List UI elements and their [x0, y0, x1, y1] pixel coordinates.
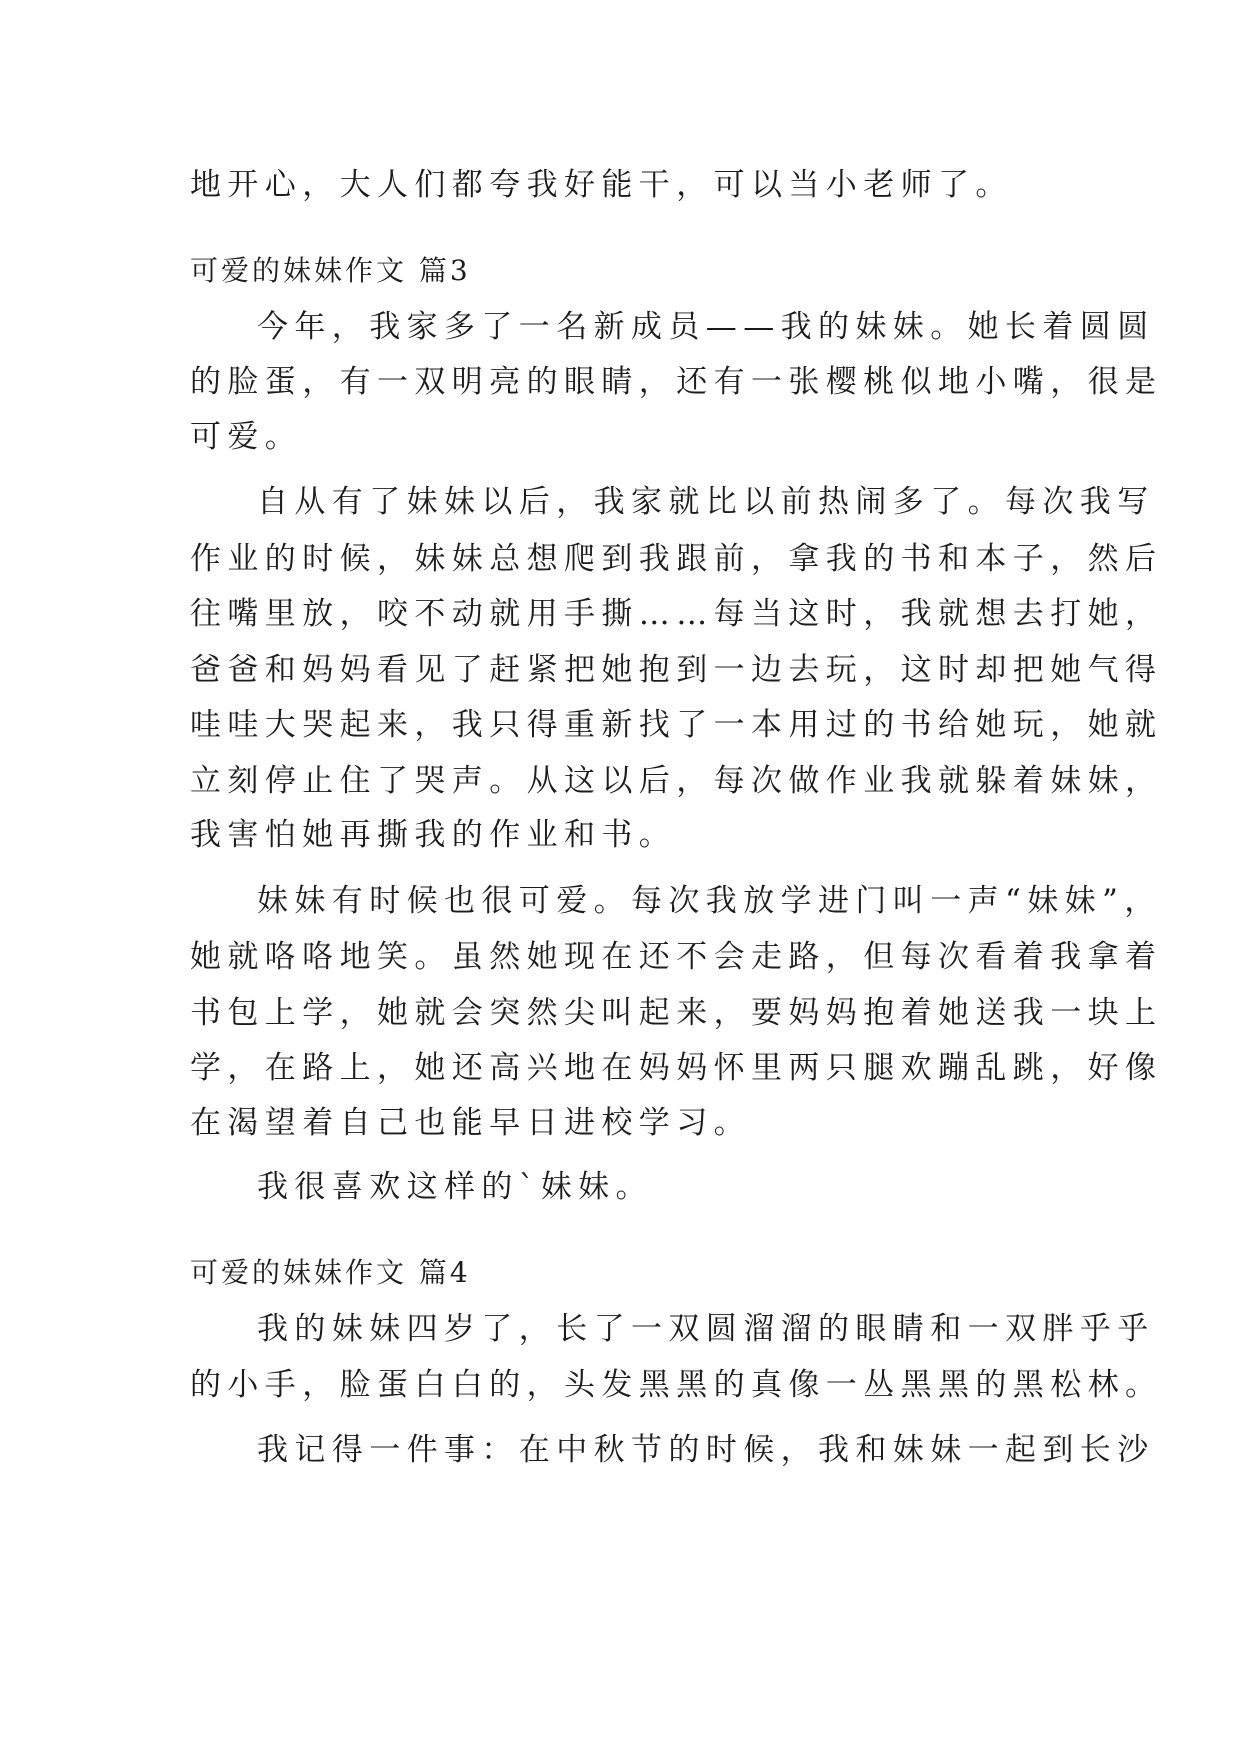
paragraph-line: 自从有了妹妹以后，我家就比以前热闹多了。每次我写 — [257, 484, 1155, 520]
paragraph-line: 可爱。 — [190, 419, 303, 455]
paragraph-line: 作业的时候，妹妹总想爬到我跟前，拿我的书和本子，然后 — [190, 541, 1163, 577]
paragraph-line: 的脸蛋，有一双明亮的眼睛，还有一张樱桃似地小嘴，很是 — [190, 364, 1163, 400]
paragraph-line: 她就咯咯地笑。虽然她现在还不会走路，但每次看着我拿着 — [190, 939, 1163, 975]
section-heading: 可爱的妹妹作文 篇3 — [190, 254, 471, 287]
section-heading: 可爱的妹妹作文 篇4 — [190, 1256, 471, 1289]
paragraph-line: 妹妹有时候也很可爱。每次我放学进门叫一声“妹妹”， — [257, 883, 1162, 919]
paragraph-line: 立刻停止住了哭声。从这以后，每次做作业我就躲着妹妹， — [190, 763, 1163, 799]
paragraph-line: 我害怕她再撕我的作业和书。 — [190, 817, 677, 853]
paragraph-line: 爸爸和妈妈看见了赶紧把她抱到一边去玩，这时却把她气得 — [190, 652, 1163, 688]
paragraph-line: 我的妹妹四岁了，长了一双圆溜溜的眼睛和一双胖乎乎 — [257, 1311, 1155, 1347]
paragraph-line: 学，在路上，她还高兴地在妈妈怀里两只腿欢蹦乱跳，好像 — [190, 1050, 1163, 1086]
paragraph-line: 的小手，脸蛋白白的，头发黑黑的真像一丛黑黑的黑松林。 — [190, 1367, 1163, 1403]
paragraph-line: 在渴望着自己也能早日进校学习。 — [190, 1105, 751, 1141]
paragraph-line: 今年，我家多了一名新成员——我的妹妹。她长着圆圆 — [257, 309, 1155, 345]
paragraph-line: 往嘴里放，咬不动就用手撕……每当这时，我就想去打她， — [190, 596, 1163, 632]
paragraph-line: 地开心，大人们都夸我好能干，可以当小老师了。 — [190, 167, 1013, 203]
paragraph-line: 哇哇大哭起来，我只得重新找了一本用过的书给她玩，她就 — [190, 707, 1163, 743]
paragraph-line: 我很喜欢这样的`妹妹。 — [257, 1169, 653, 1205]
paragraph-line: 我记得一件事：在中秋节的时候，我和妹妹一起到长沙 — [257, 1432, 1155, 1468]
paragraph-line: 书包上学，她就会突然尖叫起来，要妈妈抱着她送我一块上 — [190, 995, 1163, 1031]
